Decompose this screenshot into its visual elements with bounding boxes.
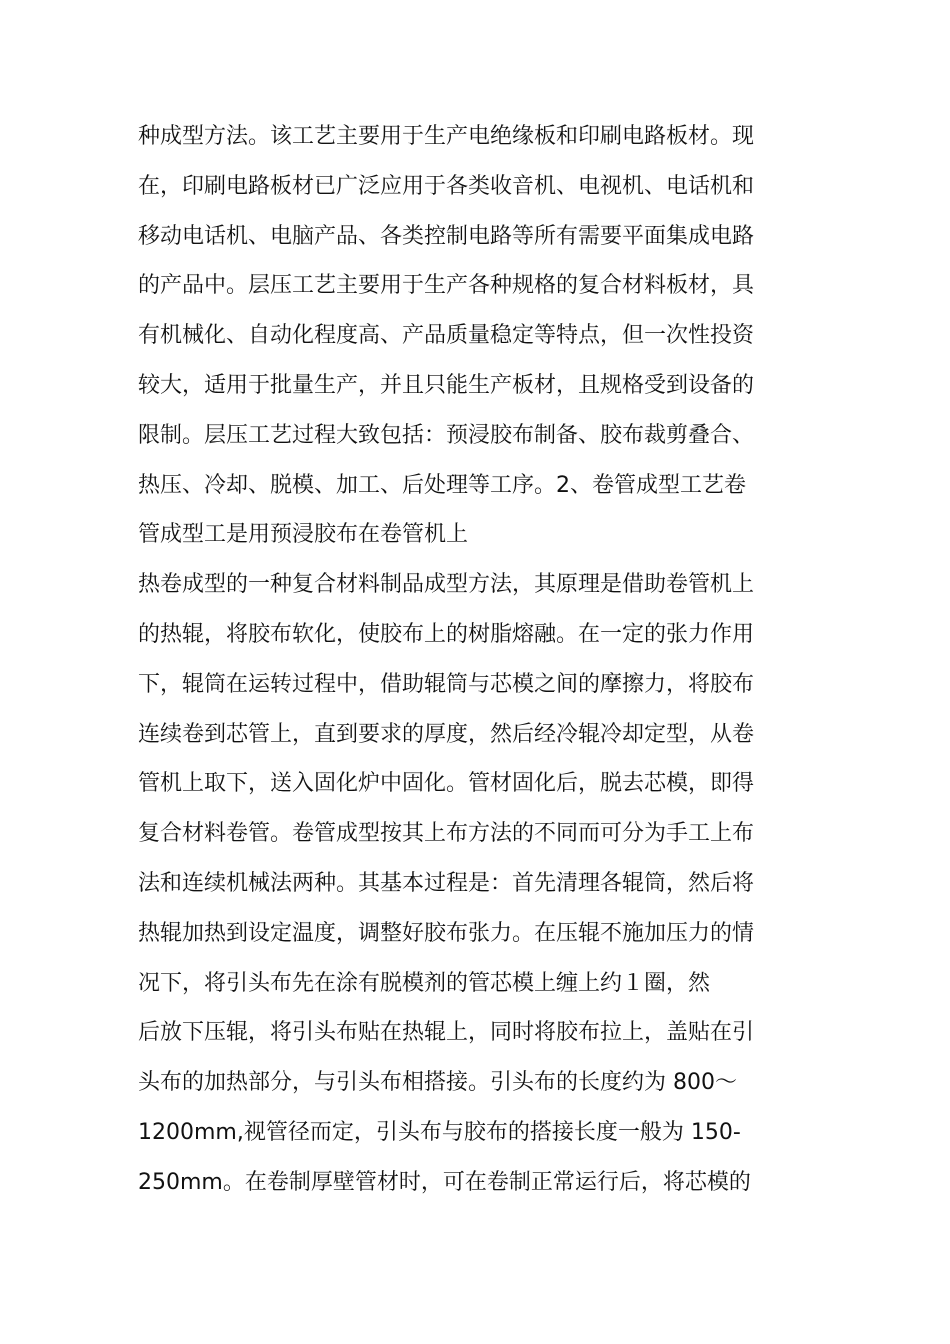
body-text (138, 112, 818, 1208)
text-line: 种成型方法。该工艺主要用于生产电绝缘板和印刷电路板材。现 (138, 124, 755, 149)
text-line: 热卷成型的一种复合材料制品成型方法，其原理是借助卷管机上 (138, 572, 755, 598)
text-line: 热辊加热到设定温度，调整好胶布张力。在压辊不施加压力的情 (138, 920, 755, 946)
text-line: 后放下压辊，将引头布贴在热辊上，同时将胶布拉上，盖贴在引 (138, 1020, 755, 1046)
text-line: 的产品中。层压工艺主要用于生产各种规格的复合材料板材，具 (138, 273, 755, 299)
text-line: 复合材料卷管。卷管成型按其上布方法的不同而可分为手工上布 (138, 821, 755, 847)
text-line: 在，印刷电路板材已广泛应用于各类收音机、电视机、电话机和 (138, 173, 755, 199)
text-line: 况下，将引头布先在涂有脱模剂的管芯模上缠上约１圈，然 (138, 970, 711, 996)
text-line: 1200mm,视管径而定，引头布与胶布的搭接长度一般为 150- (138, 1119, 741, 1145)
text-line: 250mm。在卷制厚壁管材时，可在卷制正常运行后，将芯模的 (138, 1169, 751, 1195)
text-line: 有机械化、自动化程度高、产品质量稳定等特点，但一次性投资 (138, 323, 755, 349)
text-line: 下，辊筒在运转过程中，借助辊筒与芯模之间的摩擦力，将胶布 (138, 671, 755, 697)
text-line: 管成型工是用预浸胶布在卷管机上 (138, 522, 469, 548)
text-line: 较大，适用于批量生产，并且只能生产板材，且规格受到设备的 (138, 372, 755, 398)
text-line: 的热辊，将胶布软化，使胶布上的树脂熔融。在一定的张力作用 (138, 621, 755, 647)
text-line: 限制。层压工艺过程大致包括：预浸胶布制备、胶布裁剪叠合、 (138, 422, 755, 448)
text-line: 移动电话机、电脑产品、各类控制电路等所有需要平面集成电路 (138, 223, 755, 249)
text-line: 热压、冷却、脱模、加工、后处理等工序。2、卷管成型工艺卷 (138, 472, 746, 498)
text-line: 管机上取下，送入固化炉中固化。管材固化后，脱去芯模，即得 (138, 771, 755, 797)
text-line: 连续卷到芯管上，直到要求的厚度，然后经冷辊冷却定型，从卷 (138, 721, 755, 747)
text-line: 法和连续机械法两种。其基本过程是：首先清理各辊筒，然后将 (138, 870, 755, 896)
text-line: 头布的加热部分，与引头布相搭接。引头布的长度约为 800～ (138, 1070, 737, 1096)
